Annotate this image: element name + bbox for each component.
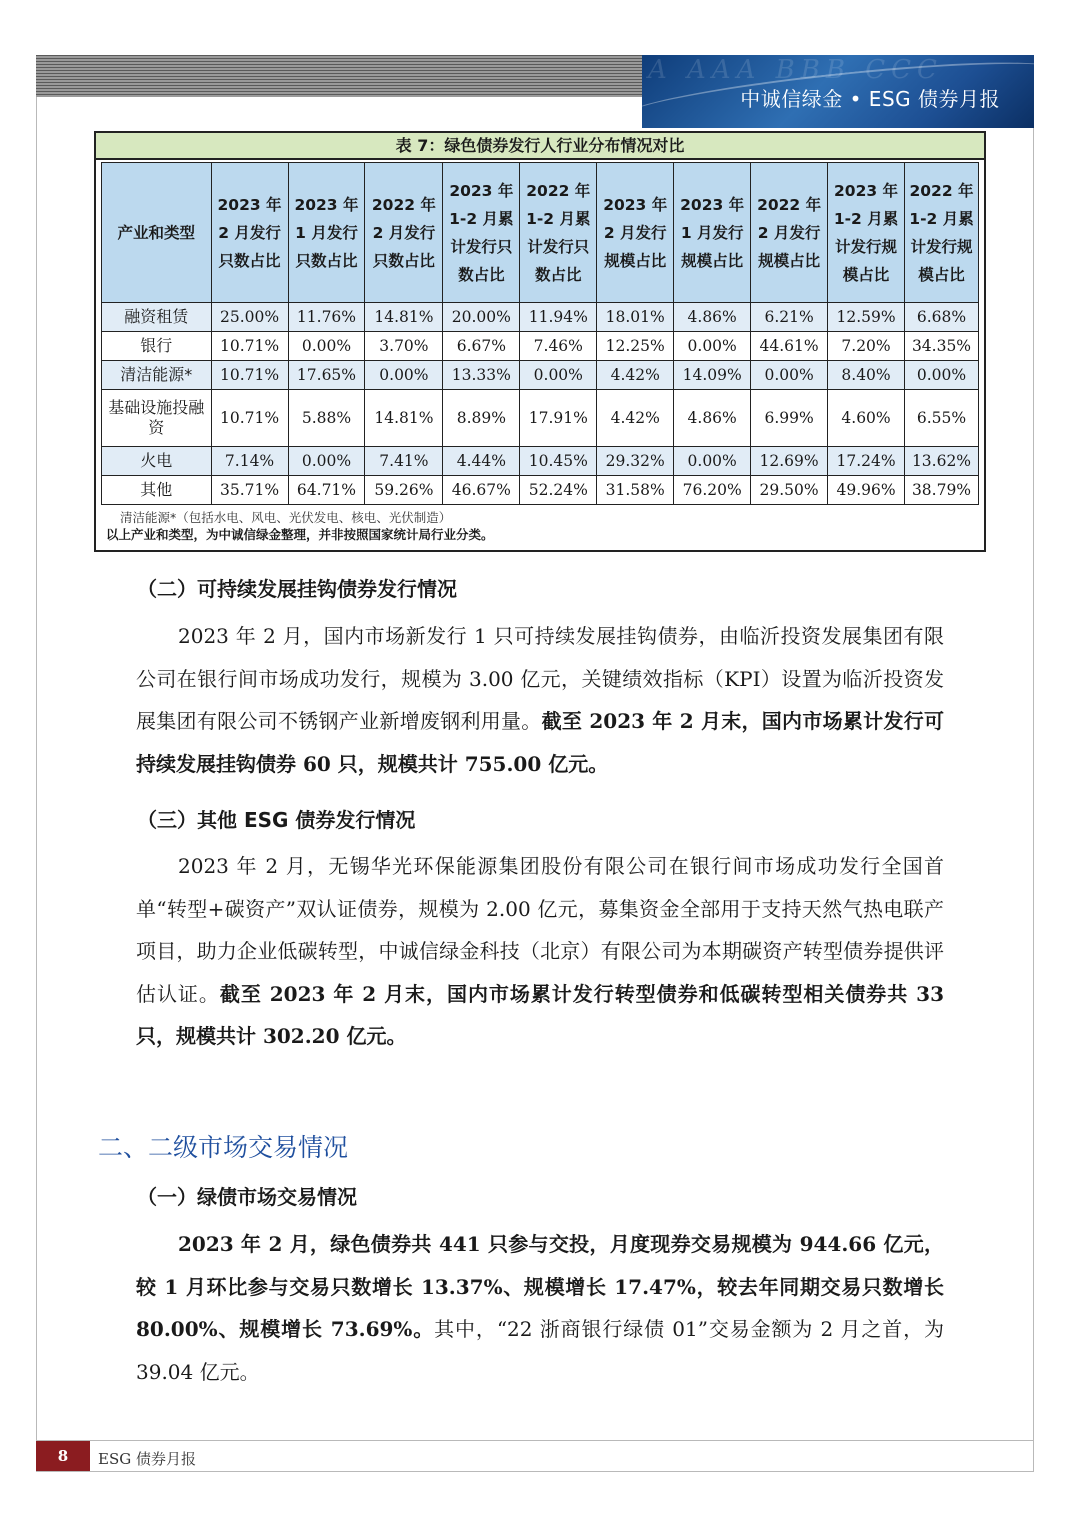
column-header: 2022 年 2 月发行规模占比 (751, 163, 828, 303)
value-cell: 4.86% (674, 390, 751, 447)
row-category-cell: 清洁能源* (102, 361, 212, 390)
paragraph-other-text: 2023 年 2 月，无锡华光环保能源集团股份有限公司在银行间市场成功发行全国首单“转型+碳资产”双认证债券，规模为 2.00 亿元，募集资金全部用于支持天然气热电联产项目，助力企业低碳转型，中诚信绿金科技（北京）有限公司为本期碳资产转型债券提供评估认证。 (136, 854, 944, 1006)
value-cell: 17.65% (288, 361, 365, 390)
value-cell: 0.00% (365, 361, 443, 390)
heading-green-bond-trading: （一）绿债市场交易情况 (137, 1185, 357, 1209)
value-cell: 44.61% (751, 332, 828, 361)
value-cell: 10.71% (211, 361, 288, 390)
paragraph-slb-bold: 截至 2023 年 2 月末，国内市场累计发行可持续发展挂钩债券 60 只，规模共计 755.00 亿元。 (136, 709, 944, 776)
paragraph-trading-bold: 2023 年 2 月，绿色债券共 441 只参与交投，月度现券交易规模为 944.66 亿元，较 1 月环比参与交易只数增长 13.37%、规模增长 17.47%，较去年同期交易只数增长 80.00%、规模增长 73.69%。 (136, 1232, 944, 1341)
value-cell: 49.96% (828, 476, 905, 505)
value-cell: 0.00% (674, 447, 751, 476)
value-cell: 4.42% (597, 390, 674, 447)
value-cell: 6.67% (443, 332, 520, 361)
value-cell: 7.41% (365, 447, 443, 476)
value-cell: 31.58% (597, 476, 674, 505)
value-cell: 6.55% (905, 390, 979, 447)
row-category-cell: 火电 (102, 447, 212, 476)
value-cell: 29.50% (751, 476, 828, 505)
table-notes (96, 505, 984, 544)
paragraph-other-esg (136, 845, 944, 1058)
value-cell: 6.21% (751, 303, 828, 332)
value-cell: 13.62% (905, 447, 979, 476)
column-header: 2023 年 2 月发行只数占比 (211, 163, 288, 303)
table-row (102, 390, 979, 447)
value-cell: 10.45% (520, 447, 597, 476)
column-header: 2023 年 1-2 月累计发行只数占比 (443, 163, 520, 303)
value-cell: 76.20% (674, 476, 751, 505)
value-cell: 7.14% (211, 447, 288, 476)
value-cell: 20.00% (443, 303, 520, 332)
column-header: 2023 年 1 月发行只数占比 (288, 163, 365, 303)
value-cell: 0.00% (288, 332, 365, 361)
value-cell: 0.00% (751, 361, 828, 390)
footer-label: ESG 债券月报 (98, 1450, 196, 1468)
value-cell: 14.09% (674, 361, 751, 390)
row-category-cell: 基础设施投融资 (102, 390, 212, 447)
value-cell: 8.40% (828, 361, 905, 390)
value-cell: 29.32% (597, 447, 674, 476)
value-cell: 12.25% (597, 332, 674, 361)
column-header: 2023 年 1-2 月累计发行规模占比 (828, 163, 905, 303)
table-row (102, 361, 979, 390)
data-table (101, 162, 979, 505)
paragraph-green-bond-trading (136, 1223, 944, 1393)
column-header-category: 产业和类型 (102, 163, 212, 303)
table-note-classification: 以上产业和类型，为中诚信绿金整理，并非按照国家统计局行业分类。 (106, 527, 494, 542)
value-cell: 18.01% (597, 303, 674, 332)
value-cell: 64.71% (288, 476, 365, 505)
table-caption: 表 7：绿色债券发行人行业分布情况对比 (96, 133, 984, 160)
value-cell: 6.68% (905, 303, 979, 332)
paragraph-slb (136, 615, 944, 785)
value-cell: 17.91% (520, 390, 597, 447)
table-row (102, 303, 979, 332)
value-cell: 52.24% (520, 476, 597, 505)
value-cell: 4.44% (443, 447, 520, 476)
row-category-cell: 其他 (102, 476, 212, 505)
paragraph-trading-text: 其中，“22 浙商银行绿债 01”交易金额为 2 月之首，为 39.04 亿元。 (136, 1317, 944, 1384)
value-cell: 13.33% (443, 361, 520, 390)
value-cell: 7.46% (520, 332, 597, 361)
header-banner (642, 55, 1034, 128)
value-cell: 0.00% (674, 332, 751, 361)
column-header: 2023 年 2 月发行规模占比 (597, 163, 674, 303)
table-row (102, 332, 979, 361)
value-cell: 25.00% (211, 303, 288, 332)
column-header: 2022 年 2 月发行只数占比 (365, 163, 443, 303)
value-cell: 17.24% (828, 447, 905, 476)
heading-other-esg: （三）其他 ESG 债券发行情况 (137, 808, 416, 832)
value-cell: 3.70% (365, 332, 443, 361)
column-header: 2022 年 1-2 月累计发行规模占比 (905, 163, 979, 303)
value-cell: 4.60% (828, 390, 905, 447)
value-cell: 46.67% (443, 476, 520, 505)
value-cell: 4.42% (597, 361, 674, 390)
heading-slb: （二）可持续发展挂钩债券发行情况 (137, 577, 457, 601)
value-cell: 5.88% (288, 390, 365, 447)
paragraph-slb-text: 2023 年 2 月，国内市场新发行 1 只可持续发展挂钩债券，由临沂投资发展集团有限公司在银行间市场成功发行，规模为 3.00 亿元，关键绩效指标（KPI）设置为临沂投资发展集团有限公司不锈钢产业新增废钢利用量。 (136, 624, 944, 733)
value-cell: 35.71% (211, 476, 288, 505)
report-title: 中诚信绿金 • ESG 债券月报 (740, 87, 1000, 111)
value-cell: 4.86% (674, 303, 751, 332)
table-row (102, 476, 979, 505)
value-cell: 38.79% (905, 476, 979, 505)
value-cell: 12.69% (751, 447, 828, 476)
page-number: 8 (36, 1441, 90, 1471)
value-cell: 10.71% (211, 332, 288, 361)
banner-decoration: A AAA BBB CCC (648, 55, 943, 85)
value-cell: 7.20% (828, 332, 905, 361)
value-cell: 14.81% (365, 390, 443, 447)
value-cell: 0.00% (905, 361, 979, 390)
row-category-cell: 融资租赁 (102, 303, 212, 332)
value-cell: 10.71% (211, 390, 288, 447)
value-cell: 11.94% (520, 303, 597, 332)
value-cell: 6.99% (751, 390, 828, 447)
paragraph-other-bold: 截至 2023 年 2 月末，国内市场累计发行转型债券和低碳转型相关债券共 33 只，规模共计 302.20 亿元。 (136, 981, 945, 1048)
footer-divider (36, 1440, 1034, 1441)
column-header: 2022 年 1-2 月累计发行只数占比 (520, 163, 597, 303)
table-note-clean-energy: 清洁能源*（包括水电、风电、光伏发电、核电、光伏制造） (120, 510, 452, 525)
value-cell: 59.26% (365, 476, 443, 505)
value-cell: 0.00% (288, 447, 365, 476)
value-cell: 12.59% (828, 303, 905, 332)
header-stripe-bar (36, 55, 642, 97)
column-header: 2023 年 1 月发行规模占比 (674, 163, 751, 303)
value-cell: 14.81% (365, 303, 443, 332)
value-cell: 0.00% (520, 361, 597, 390)
section-title-secondary-market: 二、二级市场交易情况 (98, 1133, 349, 1162)
value-cell: 8.89% (443, 390, 520, 447)
table-row (102, 447, 979, 476)
row-category-cell: 银行 (102, 332, 212, 361)
value-cell: 34.35% (905, 332, 979, 361)
industry-distribution-table (94, 131, 986, 552)
value-cell: 11.76% (288, 303, 365, 332)
